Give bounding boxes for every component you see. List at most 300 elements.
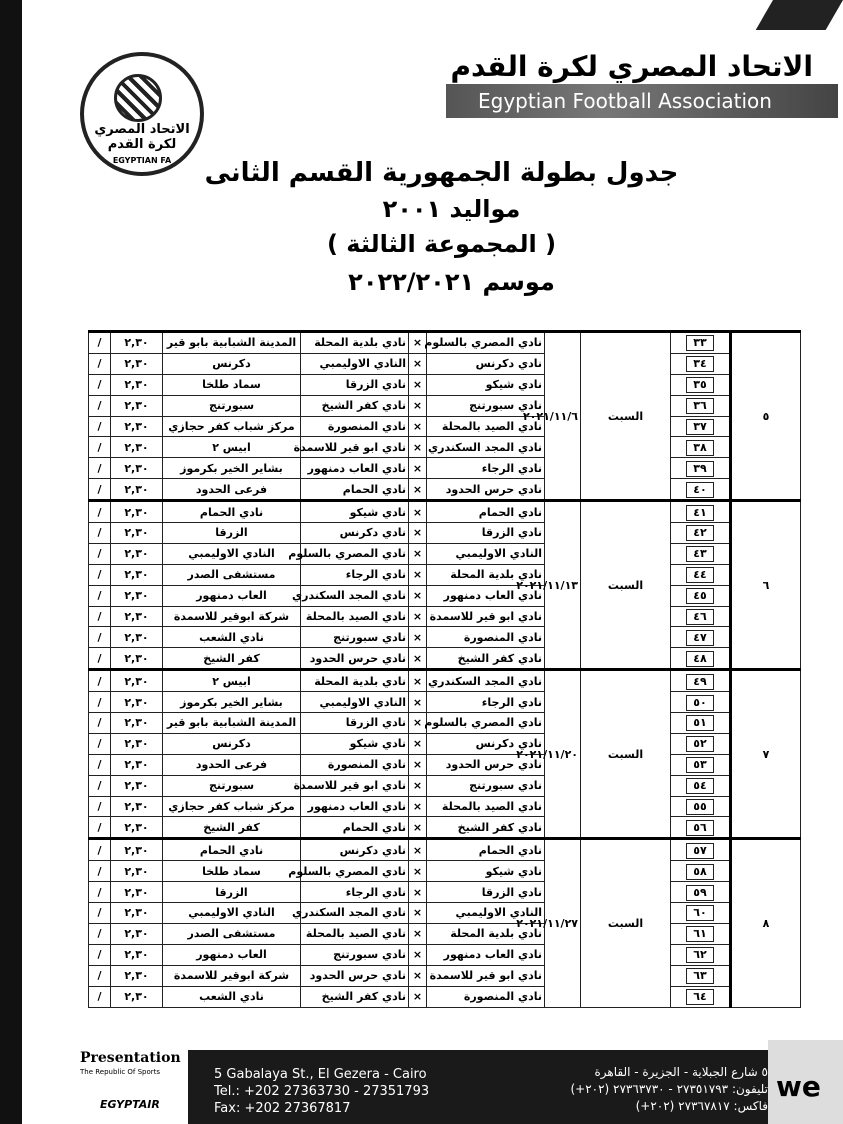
result-slot: / [89, 564, 111, 585]
match-number-box: ٥٨ [686, 864, 714, 880]
home-team: نادي سبورتنج [427, 395, 545, 416]
home-team: نادي كفر الشيخ [427, 817, 545, 839]
match-row [89, 986, 801, 1007]
away-team: النادي الاوليمبي [301, 692, 409, 713]
versus-mark: × [409, 733, 427, 754]
match-number [671, 733, 731, 754]
away-team: نادي كفر الشيخ [301, 986, 409, 1007]
kickoff-time: ٢,٣٠ [111, 523, 163, 544]
match-row [89, 713, 801, 734]
kickoff-time: ٢,٣٠ [111, 861, 163, 882]
football-icon [114, 74, 162, 122]
title-line-1: جدول بطولة الجمهورية القسم الثانى [204, 158, 679, 188]
stadium: نادي الشعب [163, 986, 301, 1007]
home-team: نادي الزرقا [427, 882, 545, 903]
kickoff-time: ٢,٣٠ [111, 965, 163, 986]
result-slot: / [89, 882, 111, 903]
kickoff-time: ٢,٣٠ [111, 501, 163, 523]
stadium: ابيس ٢ [163, 437, 301, 458]
home-team: نادي بلدية المحلة [427, 564, 545, 585]
kickoff-time: ٢,٣٠ [111, 882, 163, 903]
away-team: نادي الزرقا [301, 374, 409, 395]
title-line-3: ( المجموعة الثالثة ) [326, 230, 557, 258]
match-row [89, 458, 801, 479]
match-number [671, 839, 731, 861]
result-slot: / [89, 606, 111, 627]
match-number [671, 670, 731, 692]
stadium: شركة ابوقير للاسمدة [163, 606, 301, 627]
versus-mark: × [409, 839, 427, 861]
stadium: الزرقا [163, 523, 301, 544]
kickoff-time: ٢,٣٠ [111, 839, 163, 861]
match-number [671, 796, 731, 817]
match-number-box: ٣٤ [686, 356, 714, 372]
result-slot: / [89, 648, 111, 670]
match-number [671, 395, 731, 416]
result-slot: / [89, 923, 111, 944]
match-number [671, 501, 731, 523]
result-slot: / [89, 353, 111, 374]
footer [70, 1040, 843, 1124]
result-slot: / [89, 395, 111, 416]
away-team: نادي دكرنس [301, 523, 409, 544]
sponsor-egyptair-logo: EGYPTAIR [100, 1098, 160, 1111]
home-team: نادي المجد السكندري [427, 437, 545, 458]
versus-mark: × [409, 523, 427, 544]
match-number-box: ٦١ [686, 926, 714, 942]
kickoff-time: ٢,٣٠ [111, 585, 163, 606]
match-row [89, 861, 801, 882]
versus-mark: × [409, 817, 427, 839]
away-team: نادي العاب دمنهور [301, 458, 409, 479]
stadium: مركز شباب كفر حجازي [163, 416, 301, 437]
away-team: نادي ابو قير للاسمدة [301, 775, 409, 796]
title-line-4: موسم ٢٠٢٢/٢٠٢١ [348, 268, 555, 296]
stadium: نادي الحمام [163, 501, 301, 523]
stadium: فرعى الحدود [163, 754, 301, 775]
kickoff-time: ٢,٣٠ [111, 395, 163, 416]
home-team: نادي الرجاء [427, 692, 545, 713]
versus-mark: × [409, 374, 427, 395]
match-row [89, 543, 801, 564]
match-number [671, 923, 731, 944]
kickoff-time: ٢,٣٠ [111, 458, 163, 479]
away-team: نادي المصري بالسلوم [301, 861, 409, 882]
match-number-box: ٣٩ [686, 461, 714, 477]
kickoff-time: ٢,٣٠ [111, 944, 163, 965]
home-team: نادي الحمام [427, 501, 545, 523]
match-number-box: ٥٧ [686, 843, 714, 859]
match-number-box: ٤١ [686, 505, 714, 521]
stadium: المدينة الشبابية بابو قير [163, 713, 301, 734]
home-team: نادي شيكو [427, 861, 545, 882]
away-team: نادي المنصورة [301, 754, 409, 775]
match-number-box: ٥٤ [686, 778, 714, 794]
versus-mark: × [409, 754, 427, 775]
stadium: سماد طلخا [163, 374, 301, 395]
result-slot: / [89, 543, 111, 564]
match-number-box: ٥٥ [686, 799, 714, 815]
away-team: نادي الحمام [301, 817, 409, 839]
match-number-box: ٤٤ [686, 567, 714, 583]
kickoff-time: ٢,٣٠ [111, 903, 163, 924]
home-team: نادي الصيد بالمحلة [427, 796, 545, 817]
sponsor-presentation-logo: Presentation [80, 1050, 181, 1066]
home-team: نادي دكرنس [427, 733, 545, 754]
match-row [89, 585, 801, 606]
match-number-box: ٣٣ [686, 335, 714, 351]
match-row [89, 796, 801, 817]
away-team: نادي المجد السكندري [301, 585, 409, 606]
match-number-box: ٤٥ [686, 588, 714, 604]
match-number [671, 564, 731, 585]
kickoff-time: ٢,٣٠ [111, 353, 163, 374]
home-team: نادي بلدية المحلة [427, 923, 545, 944]
match-number-box: ٤٨ [686, 651, 714, 667]
kickoff-time: ٢,٣٠ [111, 564, 163, 585]
match-number-box: ٣٦ [686, 398, 714, 414]
match-number [671, 627, 731, 648]
match-number-box: ٥٣ [686, 757, 714, 773]
match-row [89, 692, 801, 713]
match-number [671, 458, 731, 479]
match-number-box: ٦٣ [686, 968, 714, 984]
stadium: بشاير الخير بكرموز [163, 458, 301, 479]
match-number-box: ٤٣ [686, 546, 714, 562]
result-slot: / [89, 861, 111, 882]
match-number-box: ٤٠ [686, 482, 714, 498]
match-number [671, 754, 731, 775]
versus-mark: × [409, 606, 427, 627]
away-team: نادي المصري بالسلوم [301, 543, 409, 564]
match-number-box: ٥٦ [686, 820, 714, 836]
away-team: نادي الصيد بالمحلة [301, 923, 409, 944]
logo-text-en: EGYPTIAN FA [112, 156, 172, 165]
home-team: نادي العاب دمنهور [427, 944, 545, 965]
match-number [671, 416, 731, 437]
away-team: نادي حرس الحدود [301, 965, 409, 986]
match-number-box: ٥٢ [686, 736, 714, 752]
result-slot: / [89, 754, 111, 775]
home-team: نادي شيكو [427, 374, 545, 395]
kickoff-time: ٢,٣٠ [111, 648, 163, 670]
result-slot: / [89, 903, 111, 924]
match-number [671, 713, 731, 734]
result-slot: / [89, 713, 111, 734]
match-row [89, 416, 801, 437]
stadium: دكرنس [163, 353, 301, 374]
match-number [671, 648, 731, 670]
away-team: نادي كفر الشيخ [301, 395, 409, 416]
match-row [89, 839, 801, 861]
match-number [671, 944, 731, 965]
match-row [89, 817, 801, 839]
footer-address-ar: ٥ شارع الجبلاية - الجزيرة - القاهرة تليفون: ٢٧٣٥١٧٩٣ - ٢٧٣٦٣٧٣٠ (٢٠٢+) فاكس: ٢٧٣٦٧٨١٧ (٢٠٢+) [570, 1065, 768, 1113]
schedule-table [88, 330, 801, 1008]
home-team: نادي العاب دمنهور [427, 585, 545, 606]
result-slot: / [89, 627, 111, 648]
home-team: نادي سبورتنج [427, 775, 545, 796]
match-number [671, 861, 731, 882]
versus-mark: × [409, 543, 427, 564]
stadium: العاب دمنهور [163, 944, 301, 965]
logo-text-ar: الاتحاد المصري لكرة القدم [94, 122, 190, 152]
match-number-box: ٥٩ [686, 885, 714, 901]
title-line-2: مواليد ٢٠٠١ [382, 195, 521, 223]
away-team: نادي الرجاء [301, 564, 409, 585]
match-row [89, 882, 801, 903]
sponsor-presentation-tagline: The Republic Of Sports [80, 1068, 161, 1076]
match-date: ٢٠٢١/١١/٢٠ [545, 670, 581, 839]
match-row [89, 564, 801, 585]
match-row [89, 754, 801, 775]
result-slot: / [89, 416, 111, 437]
match-row [89, 523, 801, 544]
match-number [671, 332, 731, 354]
versus-mark: × [409, 648, 427, 670]
match-row [89, 775, 801, 796]
result-slot: / [89, 501, 111, 523]
match-row [89, 437, 801, 458]
match-number [671, 986, 731, 1007]
match-number-box: ٤٧ [686, 630, 714, 646]
stadium: نادي الحمام [163, 839, 301, 861]
match-number [671, 692, 731, 713]
sponsor-we-logo: we [776, 1070, 821, 1103]
result-slot: / [89, 944, 111, 965]
kickoff-time: ٢,٣٠ [111, 479, 163, 501]
kickoff-time: ٢,٣٠ [111, 986, 163, 1007]
versus-mark: × [409, 861, 427, 882]
match-row [89, 903, 801, 924]
stadium: شركة ابوقير للاسمدة [163, 965, 301, 986]
kickoff-time: ٢,٣٠ [111, 606, 163, 627]
home-team: نادي الصيد بالمحلة [427, 416, 545, 437]
match-number-box: ٤٦ [686, 609, 714, 625]
versus-mark: × [409, 713, 427, 734]
home-team: نادي كفر الشيخ [427, 648, 545, 670]
versus-mark: × [409, 416, 427, 437]
stadium: مستشفى الصدر [163, 923, 301, 944]
away-team: نادي دكرنس [301, 839, 409, 861]
result-slot: / [89, 458, 111, 479]
match-row [89, 374, 801, 395]
scan-corner [756, 0, 843, 30]
stadium: سماد طلخا [163, 861, 301, 882]
kickoff-time: ٢,٣٠ [111, 733, 163, 754]
result-slot: / [89, 585, 111, 606]
versus-mark: × [409, 501, 427, 523]
away-team: نادي الزرقا [301, 713, 409, 734]
stadium: فرعى الحدود [163, 479, 301, 501]
versus-mark: × [409, 627, 427, 648]
result-slot: / [89, 692, 111, 713]
match-number [671, 353, 731, 374]
away-team: نادي بلدية المحلة [301, 332, 409, 354]
home-team: نادي المجد السكندري [427, 670, 545, 692]
result-slot: / [89, 733, 111, 754]
match-number [671, 543, 731, 564]
versus-mark: × [409, 564, 427, 585]
versus-mark: × [409, 395, 427, 416]
round-number: ٨ [731, 839, 801, 1007]
federation-name-en: Egyptian Football Association [446, 84, 838, 118]
match-number-box: ٥١ [686, 715, 714, 731]
result-slot: / [89, 986, 111, 1007]
match-day: السبت [581, 839, 671, 1007]
versus-mark: × [409, 944, 427, 965]
away-team: نادي بلدية المحلة [301, 670, 409, 692]
home-team: نادي ابو قير للاسمدة [427, 965, 545, 986]
home-team: نادي المنصورة [427, 986, 545, 1007]
versus-mark: × [409, 670, 427, 692]
home-team: النادي الاوليمبي [427, 903, 545, 924]
away-team: نادي شيكو [301, 733, 409, 754]
home-team: النادي الاوليمبي [427, 543, 545, 564]
match-row [89, 606, 801, 627]
away-team: نادي ابو قير للاسمدة [301, 437, 409, 458]
match-number-box: ٣٥ [686, 377, 714, 393]
versus-mark: × [409, 692, 427, 713]
match-number-box: ٤٢ [686, 525, 714, 541]
match-number-box: ٦٠ [686, 905, 714, 921]
match-number-box: ٥٠ [686, 695, 714, 711]
versus-mark: × [409, 458, 427, 479]
stadium: العاب دمنهور [163, 585, 301, 606]
home-team: نادي ابو قير للاسمدة [427, 606, 545, 627]
away-team: نادي شيكو [301, 501, 409, 523]
round-number: ٧ [731, 670, 801, 839]
match-row [89, 332, 801, 354]
match-date: ٢٠٢١/١١/٢٧ [545, 839, 581, 1007]
result-slot: / [89, 670, 111, 692]
result-slot: / [89, 523, 111, 544]
versus-mark: × [409, 585, 427, 606]
match-number [671, 479, 731, 501]
stadium: سبورتنج [163, 395, 301, 416]
result-slot: / [89, 437, 111, 458]
federation-name-ar: الاتحاد المصري لكرة القدم [450, 50, 813, 83]
footer-sponsors-left [70, 1040, 190, 1124]
match-date: ٢٠٢١/١١/١٣ [545, 501, 581, 670]
match-row [89, 479, 801, 501]
match-number [671, 606, 731, 627]
kickoff-time: ٢,٣٠ [111, 416, 163, 437]
home-team: نادي الزرقا [427, 523, 545, 544]
stadium: ابيس ٢ [163, 670, 301, 692]
home-team: نادي المنصورة [427, 627, 545, 648]
footer-address-en: 5 Gabalaya St., El Gezera - Cairo Tel.: +202 27363730 - 27351793 Fax: +202 27367817 [214, 1067, 430, 1116]
match-row [89, 395, 801, 416]
match-row [89, 733, 801, 754]
stadium: المدينة الشبابية بابو قير [163, 332, 301, 354]
stadium: النادي الاوليمبي [163, 543, 301, 564]
home-team: نادي الرجاء [427, 458, 545, 479]
kickoff-time: ٢,٣٠ [111, 374, 163, 395]
versus-mark: × [409, 923, 427, 944]
match-number [671, 523, 731, 544]
round-number: ٦ [731, 501, 801, 670]
away-team: نادي الرجاء [301, 882, 409, 903]
stadium: مركز شباب كفر حجازي [163, 796, 301, 817]
versus-mark: × [409, 796, 427, 817]
stadium: النادي الاوليمبي [163, 903, 301, 924]
match-row [89, 965, 801, 986]
result-slot: / [89, 796, 111, 817]
home-team: نادي الحمام [427, 839, 545, 861]
home-team: نادي دكرنس [427, 353, 545, 374]
away-team: نادي حرس الحدود [301, 648, 409, 670]
result-slot: / [89, 839, 111, 861]
match-number-box: ٣٨ [686, 440, 714, 456]
away-team: نادي سبورتنج [301, 944, 409, 965]
match-row [89, 923, 801, 944]
kickoff-time: ٢,٣٠ [111, 692, 163, 713]
kickoff-time: ٢,٣٠ [111, 543, 163, 564]
match-number-box: ٣٧ [686, 419, 714, 435]
result-slot: / [89, 479, 111, 501]
match-number [671, 437, 731, 458]
versus-mark: × [409, 353, 427, 374]
match-number-box: ٦٢ [686, 947, 714, 963]
away-team: نادي الحمام [301, 479, 409, 501]
stadium: كفر الشيخ [163, 648, 301, 670]
round-number: ٥ [731, 332, 801, 501]
match-number [671, 374, 731, 395]
home-team: نادي حرس الحدود [427, 479, 545, 501]
match-number-box: ٤٩ [686, 674, 714, 690]
versus-mark: × [409, 903, 427, 924]
footer-sponsor-right [768, 1040, 843, 1124]
match-row [89, 353, 801, 374]
versus-mark: × [409, 479, 427, 501]
away-team: نادي العاب دمنهور [301, 796, 409, 817]
home-team: نادي حرس الحدود [427, 754, 545, 775]
match-day: السبت [581, 670, 671, 839]
kickoff-time: ٢,٣٠ [111, 713, 163, 734]
match-number [671, 775, 731, 796]
stadium: نادي الشعب [163, 627, 301, 648]
kickoff-time: ٢,٣٠ [111, 437, 163, 458]
stadium: الزرقا [163, 882, 301, 903]
match-day: السبت [581, 332, 671, 501]
stadium: بشاير الخير بكرموز [163, 692, 301, 713]
match-row [89, 501, 801, 523]
kickoff-time: ٢,٣٠ [111, 817, 163, 839]
versus-mark: × [409, 986, 427, 1007]
stadium: مستشفى الصدر [163, 564, 301, 585]
kickoff-time: ٢,٣٠ [111, 775, 163, 796]
kickoff-time: ٢,٣٠ [111, 332, 163, 354]
match-number [671, 882, 731, 903]
kickoff-time: ٢,٣٠ [111, 670, 163, 692]
footer-contact-band [188, 1050, 788, 1124]
away-team: النادي الاوليمبي [301, 353, 409, 374]
versus-mark: × [409, 965, 427, 986]
kickoff-time: ٢,٣٠ [111, 796, 163, 817]
versus-mark: × [409, 775, 427, 796]
stadium: سبورتنج [163, 775, 301, 796]
versus-mark: × [409, 882, 427, 903]
match-date: ٢٠٢١/١١/٦ [545, 332, 581, 501]
match-row [89, 944, 801, 965]
match-row [89, 627, 801, 648]
away-team: نادي سبورتنج [301, 627, 409, 648]
match-number [671, 585, 731, 606]
kickoff-time: ٢,٣٠ [111, 923, 163, 944]
match-number-box: ٦٤ [686, 989, 714, 1005]
home-team: نادي المصري بالسلوم [427, 713, 545, 734]
